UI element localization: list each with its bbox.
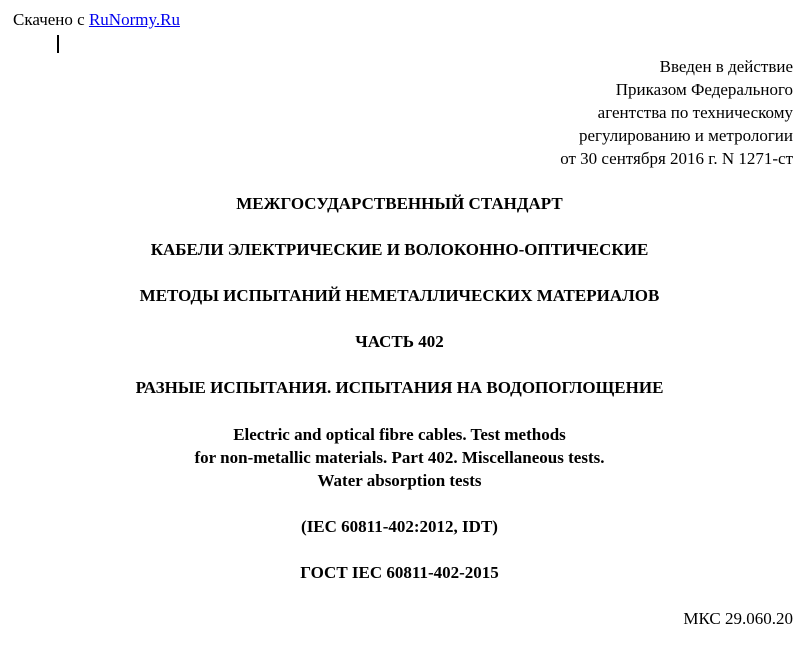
title-line-1: КАБЕЛИ ЭЛЕКТРИЧЕСКИЕ И ВОЛОКОННО-ОПТИЧЕСКИЕ [150,240,649,259]
english-title-line-3: Water absorption tests [317,471,482,490]
decree-line: от 30 сентября 2016 г. N 1271-ст [560,149,793,168]
title-line-2: МЕТОДЫ ИСПЫТАНИЙ НЕМЕТАЛЛИЧЕСКИХ МАТЕРИАЛОВ [139,286,660,305]
english-title-line-2: for non-metallic materials. Part 402. Miscellaneous tests. [194,448,605,467]
part-heading: ЧАСТЬ 402 [355,332,444,351]
decree-line: регулированию и метрологии [578,126,793,145]
gost-number: ГОСТ IEC 60811-402-2015 [300,563,499,582]
source-link[interactable]: RuNormy.Ru [88,10,180,29]
decree-line: агентства по техническому [597,103,793,122]
decree-line: Приказом Федерального [615,80,793,99]
mks-code: МКС 29.060.20 [683,609,793,628]
decree-block [560,55,793,170]
source-prefix: Скачено с [13,10,85,29]
standard-type-heading: МЕЖГОСУДАРСТВЕННЫЙ СТАНДАРТ [236,194,563,213]
text-cursor [57,35,59,53]
iec-reference: (IEC 60811-402:2012, IDT) [301,517,498,536]
subtitle-heading: РАЗНЫЕ ИСПЫТАНИЯ. ИСПЫТАНИЯ НА ВОДОПОГЛОЩЕНИЕ [135,378,664,397]
english-title-line-1: Electric and optical fibre cables. Test methods [233,425,566,444]
source-line [13,9,180,31]
decree-line: Введен в действие [659,57,793,76]
